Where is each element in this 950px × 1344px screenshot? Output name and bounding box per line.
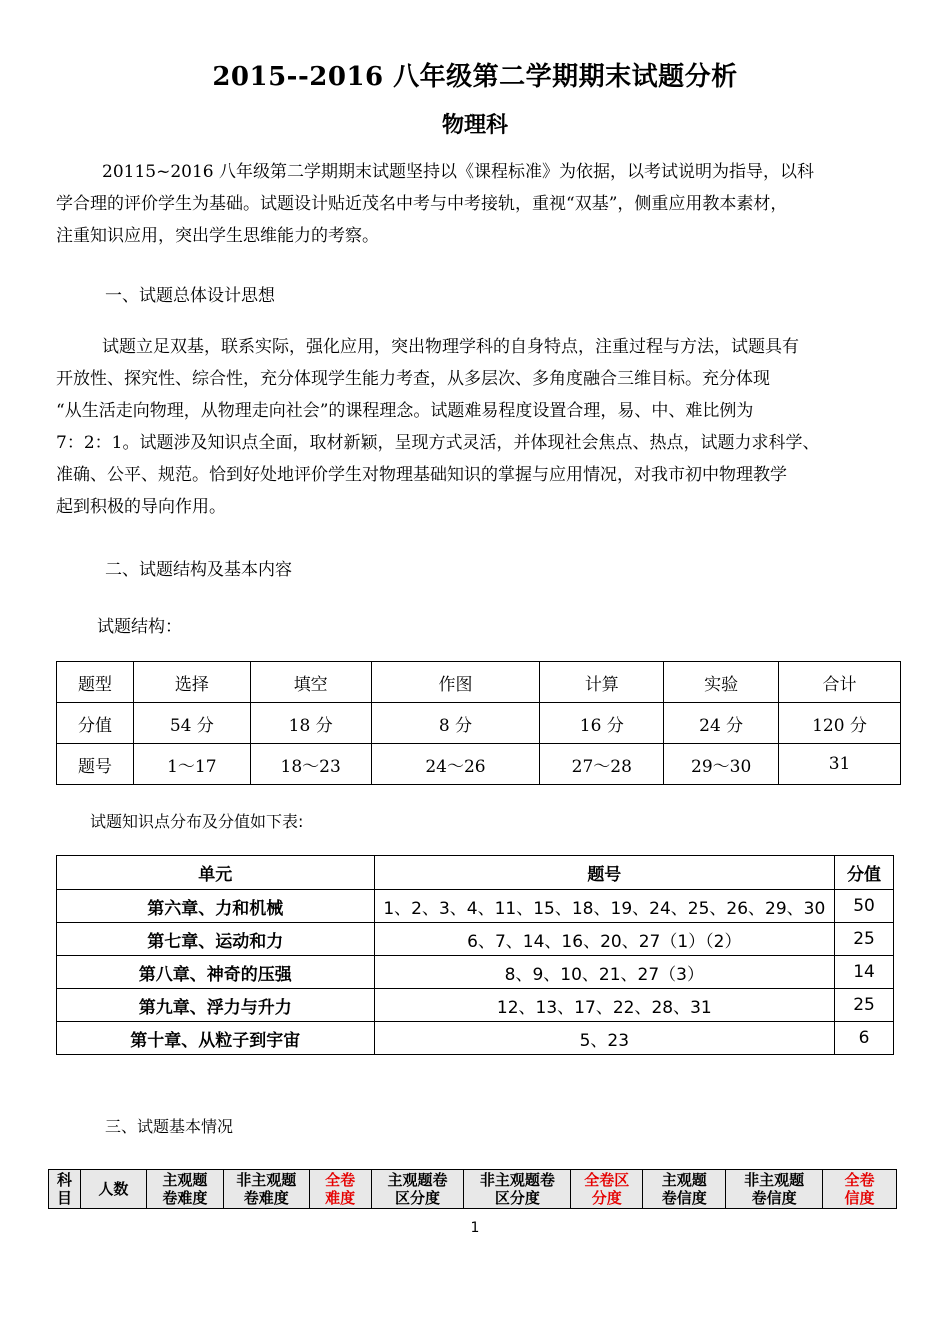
column-header-highlight: 全卷区 分度 xyxy=(571,1170,643,1209)
knowledge-table xyxy=(56,855,894,1055)
column-header-highlight: 全卷 信度 xyxy=(823,1170,897,1209)
document-subtitle: 物理科 xyxy=(441,112,508,138)
section2-heading: 二、试题结构及基本内容 xyxy=(105,560,292,580)
column-header-count: 人数 xyxy=(80,1170,146,1209)
column-header-subject: 科 目 xyxy=(49,1170,81,1209)
table-cell: 24～26 xyxy=(371,744,540,785)
unit-cell: 第九章、浮力与升力 xyxy=(57,989,375,1022)
section1-line: 准确、公平、规范。恰到好处地评价学生对物理基础知识的掌握与应用情况，对我市初中物理教学 xyxy=(56,465,787,485)
column-header: 主观题 卷难度 xyxy=(146,1170,223,1209)
table-row xyxy=(57,890,894,923)
unit-cell: 第十章、从粒子到宇宙 xyxy=(57,1022,375,1055)
table-header-row xyxy=(49,1170,897,1209)
table-cell: 实验 xyxy=(664,662,779,703)
score-cell: 14 xyxy=(835,956,894,989)
section1-line: 试题立足双基，联系实际，强化应用，突出物理学科的自身特点，注重过程与方法，试题具有 xyxy=(102,337,799,357)
table-cell: 合计 xyxy=(779,662,901,703)
table-cell: 填空 xyxy=(250,662,371,703)
table-cell: 54 分 xyxy=(133,703,250,744)
table-cell: 题号 xyxy=(57,744,134,785)
structure-label: 试题结构： xyxy=(97,617,182,637)
questions-cell: 6、7、14、16、20、27（1）（2） xyxy=(374,923,834,956)
table-row xyxy=(57,662,901,703)
table-cell: 题型 xyxy=(57,662,134,703)
section1-line: 7：2：1。试题涉及知识点全面，取材新颖，呈现方式灵活，并体现社会焦点、热点，试题力求科学、 xyxy=(56,433,820,453)
table-cell: 计算 xyxy=(540,662,664,703)
column-header: 题号 xyxy=(374,856,834,890)
table-cell: 1～17 xyxy=(133,744,250,785)
stats-table xyxy=(48,1169,897,1209)
column-header: 非主观题卷 区分度 xyxy=(464,1170,571,1209)
table-cell: 分值 xyxy=(57,703,134,744)
table-row xyxy=(57,989,894,1022)
table-row xyxy=(57,744,901,785)
table-row xyxy=(57,923,894,956)
section1-paragraph xyxy=(56,331,896,523)
page-number: 1 xyxy=(470,1220,480,1236)
questions-cell: 5、23 xyxy=(374,1022,834,1055)
score-cell: 6 xyxy=(835,1022,894,1055)
document-title: 2015--2016 八年级第二学期期末试题分析 xyxy=(212,62,738,92)
table-cell: 27～28 xyxy=(540,744,664,785)
questions-cell: 12、13、17、22、28、31 xyxy=(374,989,834,1022)
section1-line: 开放性、探究性、综合性，充分体现学生能力考查，从多层次、多角度融合三维目标。充分体现 xyxy=(56,369,770,389)
structure-table xyxy=(56,661,901,785)
table-cell: 选择 xyxy=(133,662,250,703)
table-cell: 24 分 xyxy=(664,703,779,744)
section1-heading: 一、试题总体设计思想 xyxy=(105,286,275,306)
section1-line: 起到积极的导向作用。 xyxy=(56,497,226,517)
table-cell: 31 xyxy=(779,744,901,785)
unit-cell: 第七章、运动和力 xyxy=(57,923,375,956)
questions-cell: 8、9、10、21、27（3） xyxy=(374,956,834,989)
section3-heading: 三、试题基本情况 xyxy=(105,1117,234,1136)
table-header-row xyxy=(57,856,894,890)
unit-cell: 第八章、神奇的压强 xyxy=(57,956,375,989)
column-header: 主观题 卷信度 xyxy=(643,1170,726,1209)
table-cell: 18 分 xyxy=(250,703,371,744)
intro-line: 注重知识应用，突出学生思维能力的考察。 xyxy=(56,226,379,246)
column-header: 分值 xyxy=(835,856,894,890)
knowledge-label: 试题知识点分布及分值如下表: xyxy=(90,812,304,831)
intro-line: 20115~2016 八年级第二学期期末试题坚持以《课程标准》为依据，以考试说明为指导，以科 xyxy=(102,162,814,182)
table-row xyxy=(57,703,901,744)
questions-cell: 1、2、3、4、11、15、18、19、24、25、26、29、30 xyxy=(374,890,834,923)
intro-line: 学合理的评价学生为基础。试题设计贴近茂名中考与中考接轨，重视“双基”，侧重应用教本素材， xyxy=(56,194,788,214)
column-header-highlight: 全卷 难度 xyxy=(309,1170,371,1209)
column-header: 非主观题 卷难度 xyxy=(223,1170,309,1209)
section1-line: “从生活走向物理，从物理走向社会”的课程理念。试题难易程度设置合理，易、中、难比例为 xyxy=(56,401,754,421)
table-cell: 29～30 xyxy=(664,744,779,785)
table-row xyxy=(57,956,894,989)
column-header: 单元 xyxy=(57,856,375,890)
table-cell: 16 分 xyxy=(540,703,664,744)
score-cell: 25 xyxy=(835,923,894,956)
score-cell: 25 xyxy=(835,989,894,1022)
table-row xyxy=(57,1022,894,1055)
column-header: 主观题卷 区分度 xyxy=(371,1170,464,1209)
table-cell: 18～23 xyxy=(250,744,371,785)
table-cell: 作图 xyxy=(371,662,540,703)
column-header: 非主观题 卷信度 xyxy=(726,1170,823,1209)
score-cell: 50 xyxy=(835,890,894,923)
intro-paragraph xyxy=(56,156,896,252)
table-cell: 120 分 xyxy=(779,703,901,744)
unit-cell: 第六章、力和机械 xyxy=(57,890,375,923)
table-cell: 8 分 xyxy=(371,703,540,744)
